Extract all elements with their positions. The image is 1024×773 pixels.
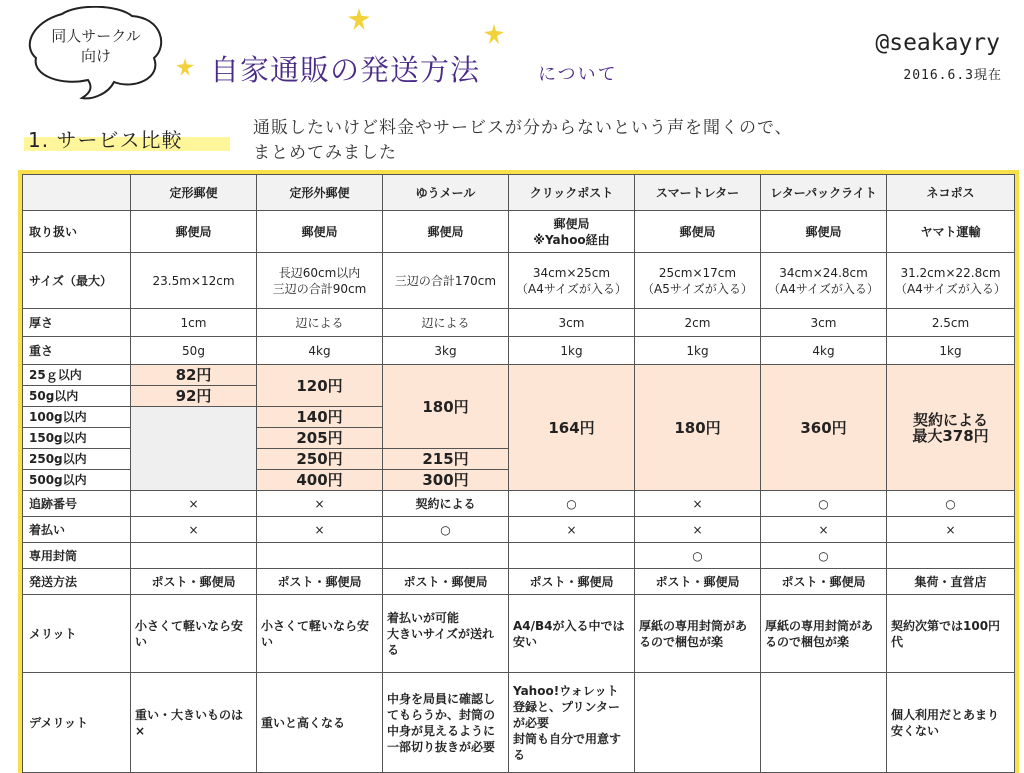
cell — [887, 543, 1015, 569]
cell-line: （A4サイズが入る） — [895, 281, 1006, 296]
row-label: 発送方法 — [23, 569, 131, 595]
cell-line: 31.2cm×22.8cm — [900, 265, 1001, 280]
cell — [635, 673, 761, 773]
empty-cell — [131, 407, 257, 491]
header-cell: スマートレター — [635, 175, 761, 211]
section-title: 1. サービス比較 — [28, 128, 183, 152]
cell: 2cm — [635, 309, 761, 337]
cell: 辺による — [383, 309, 509, 337]
handling-row — [23, 211, 1015, 253]
price-cell: 360円 — [761, 365, 887, 491]
price-cell: 205円 — [257, 428, 383, 449]
price-cell: 180円 — [383, 365, 509, 449]
cell: ○ — [761, 491, 887, 517]
cell: 郵便局 — [383, 211, 509, 253]
cell: 重い・大きいものは× — [131, 673, 257, 773]
cell-line: 34cm×24.8cm — [779, 265, 868, 280]
cell — [257, 543, 383, 569]
star-icon — [484, 24, 504, 44]
row-label: 100g以内 — [23, 407, 131, 428]
cell: 厚紙の専用封筒があるので梱包が楽 — [635, 595, 761, 673]
size-row — [23, 253, 1015, 309]
cell — [509, 211, 635, 253]
cod-row — [23, 517, 1015, 543]
cell — [887, 253, 1015, 309]
cell-line: 25cm×17cm — [658, 265, 737, 280]
row-label: 専用封筒 — [23, 543, 131, 569]
header-row — [23, 175, 1015, 211]
cell: ○ — [635, 543, 761, 569]
cell — [131, 543, 257, 569]
method-row — [23, 569, 1015, 595]
header-cell: 定形外郵便 — [257, 175, 383, 211]
cell — [257, 253, 383, 309]
cell: 1cm — [131, 309, 257, 337]
cell: × — [257, 491, 383, 517]
cell: ○ — [761, 543, 887, 569]
cell: 契約次第では100円代 — [887, 595, 1015, 673]
cell-line: 34cm×25cm — [532, 265, 611, 280]
cell: 集荷・直営店 — [887, 569, 1015, 595]
cell-line: （A4サイズが入る） — [768, 281, 879, 296]
bubble-label — [30, 26, 162, 66]
star-icon — [348, 8, 370, 30]
cell: 1kg — [509, 337, 635, 365]
cell: ポスト・郵便局 — [635, 569, 761, 595]
intro-line-2: まとめてみました — [253, 143, 397, 163]
row-label: 500g以内 — [23, 470, 131, 491]
bubble-line-2: 向け — [80, 47, 111, 65]
price-cell: 215円 — [383, 449, 509, 470]
tracking-row — [23, 491, 1015, 517]
cell: 3cm — [509, 309, 635, 337]
price-cell: 92円 — [131, 386, 257, 407]
cell-line: 23.5m×12cm — [152, 273, 235, 288]
cell: 着払いが可能 大きいサイズが送れる — [383, 595, 509, 673]
author-handle: @seakayry — [875, 30, 1000, 56]
cell: ○ — [383, 517, 509, 543]
cell: 2.5cm — [887, 309, 1015, 337]
star-icon — [176, 58, 194, 76]
merit-row — [23, 595, 1015, 673]
cell: 契約による — [383, 491, 509, 517]
cell — [761, 673, 887, 773]
cell: 郵便局 — [635, 211, 761, 253]
cell: 郵便局 — [257, 211, 383, 253]
price-cell: 120円 — [257, 365, 383, 407]
row-label: 着払い — [23, 517, 131, 543]
row-label: 150g以内 — [23, 428, 131, 449]
cell — [761, 253, 887, 309]
cell-note: ※Yahoo経由 — [533, 232, 610, 247]
row-label: サイズ（最大） — [23, 253, 131, 309]
price-cell — [887, 365, 1015, 491]
price-cell: 82円 — [131, 365, 257, 386]
cell: ヤマト運輸 — [887, 211, 1015, 253]
cell-line: 三辺の合計170cm — [394, 273, 497, 288]
intro-line-1: 通販したいけど料金やサービスが分からないという声を聞くので、 — [253, 118, 793, 138]
demerit-row — [23, 673, 1015, 773]
cell: 辺による — [257, 309, 383, 337]
price-cell: 140円 — [257, 407, 383, 428]
row-label: 250g以内 — [23, 449, 131, 470]
cell-line: 郵便局 — [553, 216, 590, 231]
row-label: 取り扱い — [23, 211, 131, 253]
cell: 1kg — [887, 337, 1015, 365]
cell-line: 長辺60cm以内 — [278, 265, 361, 280]
cell: ポスト・郵便局 — [509, 569, 635, 595]
header-corner — [23, 175, 131, 211]
row-label: メリット — [23, 595, 131, 673]
cell: 50g — [131, 337, 257, 365]
price-row — [23, 365, 1015, 386]
row-label: 厚さ — [23, 309, 131, 337]
cell: 個人利用だとあまり安くない — [887, 673, 1015, 773]
cell: A4/B4が入る中では安い — [509, 595, 635, 673]
row-label: 追跡番号 — [23, 491, 131, 517]
cell — [383, 543, 509, 569]
price-cell: 164円 — [509, 365, 635, 491]
header-cell: クリックポスト — [509, 175, 635, 211]
page-title-suffix: について — [538, 64, 618, 85]
cell: 重いと高くなる — [257, 673, 383, 773]
cell-line: 三辺の合計90cm — [272, 281, 367, 296]
cell: × — [257, 517, 383, 543]
cell: × — [509, 517, 635, 543]
cell — [131, 253, 257, 309]
cell: × — [131, 517, 257, 543]
cell: ポスト・郵便局 — [383, 569, 509, 595]
as-of-date: 2016.6.3現在 — [903, 68, 1002, 83]
cell — [635, 253, 761, 309]
cell — [509, 253, 635, 309]
thickness-row — [23, 309, 1015, 337]
header-cell: 定形郵便 — [131, 175, 257, 211]
cell: ○ — [509, 491, 635, 517]
page-title: 自家通販の発送方法 — [210, 53, 481, 87]
envelope-row — [23, 543, 1015, 569]
cell-line: （A5サイズが入る） — [642, 281, 753, 296]
row-label: デメリット — [23, 673, 131, 773]
comparison-table — [22, 174, 1015, 773]
cell — [509, 543, 635, 569]
weight-row — [23, 337, 1015, 365]
cell: 1kg — [635, 337, 761, 365]
bubble-line-1: 同人サークル — [51, 27, 141, 45]
cell: ポスト・郵便局 — [131, 569, 257, 595]
intro-text — [253, 116, 893, 166]
price-cell: 400円 — [257, 470, 383, 491]
cell: 小さくて軽いなら安い — [257, 595, 383, 673]
cell: × — [635, 517, 761, 543]
row-label: 重さ — [23, 337, 131, 365]
cell: 3cm — [761, 309, 887, 337]
cell-line: （A4サイズが入る） — [516, 281, 627, 296]
price-line: 最大378円 — [912, 426, 989, 445]
price-cell: 250円 — [257, 449, 383, 470]
cell: × — [131, 491, 257, 517]
header-cell: レターパックライト — [761, 175, 887, 211]
cell: 小さくて軽いなら安い — [131, 595, 257, 673]
cell: Yahoo!ウォレット登録と、プリンターが必要 封筒も自分で用意する — [509, 673, 635, 773]
cell: 4kg — [257, 337, 383, 365]
cell: × — [761, 517, 887, 543]
row-label: 25ｇ以内 — [23, 365, 131, 386]
cell: × — [887, 517, 1015, 543]
price-line: 契約による — [912, 410, 988, 429]
cell: 中身を局員に確認してもらうか、封筒の中身が見えるように一部切り抜きが必要 — [383, 673, 509, 773]
cell: 厚紙の専用封筒があるので梱包が楽 — [761, 595, 887, 673]
header-cell: ネコポス — [887, 175, 1015, 211]
cell: 3kg — [383, 337, 509, 365]
cell: ポスト・郵便局 — [257, 569, 383, 595]
cell: ポスト・郵便局 — [761, 569, 887, 595]
cell: ○ — [887, 491, 1015, 517]
cell: 郵便局 — [761, 211, 887, 253]
price-cell: 300円 — [383, 470, 509, 491]
header-cell: ゆうメール — [383, 175, 509, 211]
row-label: 50g以内 — [23, 386, 131, 407]
cell: 4kg — [761, 337, 887, 365]
cell — [383, 253, 509, 309]
cell: × — [635, 491, 761, 517]
price-cell: 180円 — [635, 365, 761, 491]
cell: 郵便局 — [131, 211, 257, 253]
